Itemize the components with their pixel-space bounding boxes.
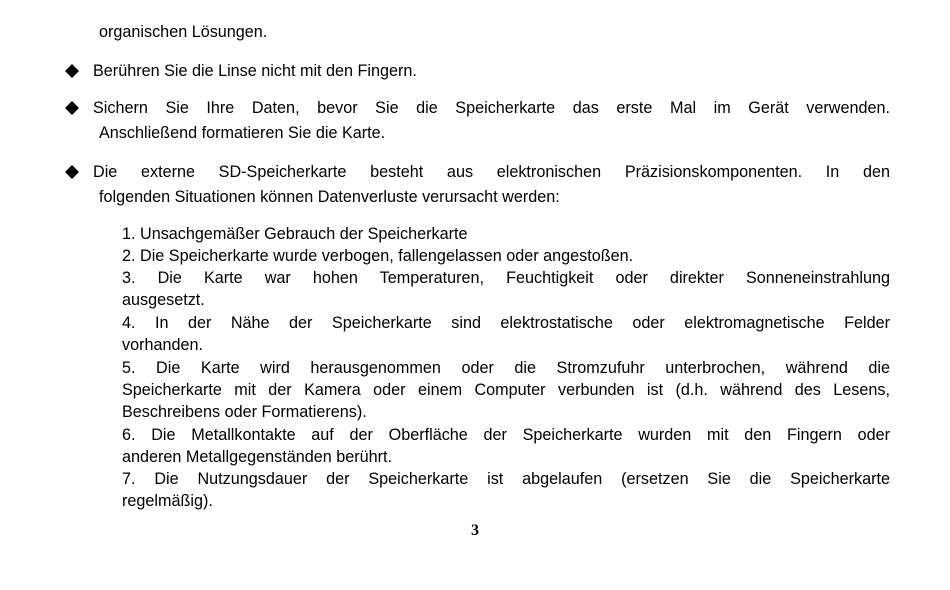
bullet-2-line-2: Anschließend formatieren Sie die Karte. xyxy=(99,124,386,142)
bullet-1-line-1: Berühren Sie die Linse nicht mit den Fingern. xyxy=(93,62,417,80)
list-line: ausgesetzt. xyxy=(122,291,205,309)
list-line: 5. Die Karte wird herausgenommen oder die Stromzufuhr unterbrochen, während die xyxy=(122,359,890,377)
list-line: 1. Unsachgemäßer Gebrauch der Speicherkarte xyxy=(122,225,468,243)
black-diamond-icon xyxy=(65,101,79,115)
list-line: 4. In der Nähe der Speicherkarte sind elektrostatische oder elektromagnetische Felder xyxy=(122,314,890,332)
list-line: anderen Metallgegenständen berührt. xyxy=(122,448,392,466)
bullet-3-line-1: Die externe SD-Speicherkarte besteht aus elektronischen Präzisionskomponenten. In den xyxy=(93,163,890,181)
list-line: vorhanden. xyxy=(122,336,204,354)
bullet-2-line-1: Sichern Sie Ihre Daten, bevor Sie die Speicherkarte das erste Mal im Gerät verwenden. xyxy=(93,99,890,117)
page-number: 3 xyxy=(471,522,479,539)
list-line: 6. Die Metallkontakte auf der Oberfläche der Speicherkarte wurden mit den Fingern oder xyxy=(122,426,890,444)
black-diamond-icon xyxy=(65,165,79,179)
list-line: 7. Die Nutzungsdauer der Speicherkarte ist abgelaufen (ersetzen Sie die Speicherkarte xyxy=(122,470,890,488)
list-line: regelmäßig). xyxy=(122,492,213,510)
list-line: Beschreibens oder Formatierens). xyxy=(122,403,367,421)
continuation-text: organischen Lösungen. xyxy=(99,23,268,41)
bullet-3-line-2: folgenden Situationen können Datenverluste verursacht werden: xyxy=(99,188,560,206)
list-line: Speicherkarte mit der Kamera oder einem Computer verbunden ist (d.h. während des Lesens, xyxy=(122,381,890,399)
list-line: 2. Die Speicherkarte wurde verbogen, fallengelassen oder angestoßen. xyxy=(122,247,634,265)
black-diamond-icon xyxy=(65,64,79,78)
list-line: 3. Die Karte war hohen Temperaturen, Feuchtigkeit oder direkter Sonneneinstrahlung xyxy=(122,269,890,287)
